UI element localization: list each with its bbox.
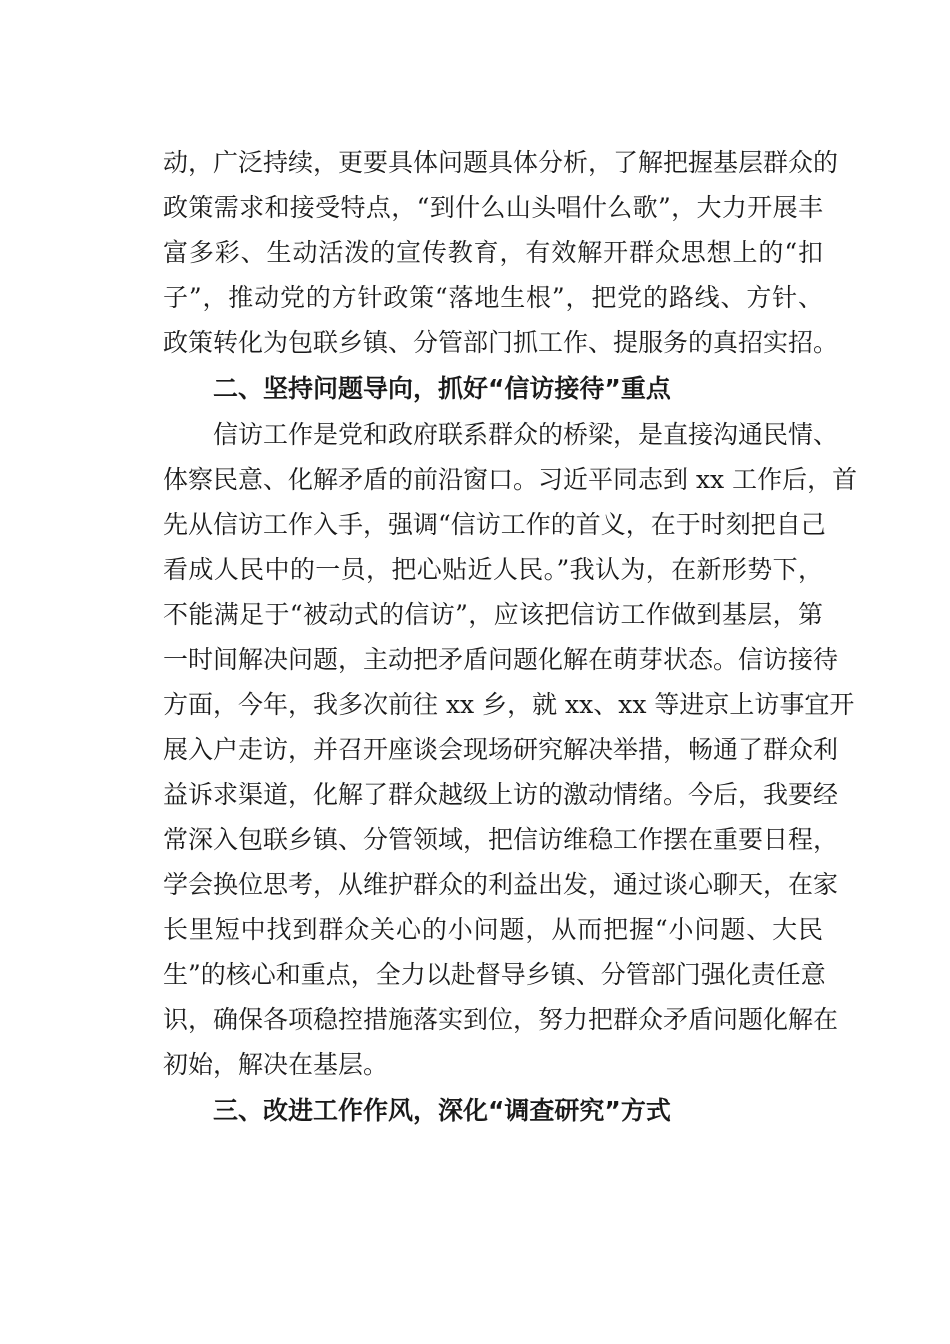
paragraph-line: 识，确保各项稳控措施落实到位，努力把群众矛盾问题化解在 [163, 1005, 839, 1034]
paragraph-line: 一时间解决问题，主动把矛盾问题化解在萌芽状态。信访接待 [163, 645, 839, 674]
paragraph-line: 政策需求和接受特点，“到什么山头唱什么歌”，大力开展丰 [163, 193, 823, 222]
paragraph-line: 看成人民中的一员，把心贴近人民。”我认为，在新形势下， [163, 555, 823, 584]
section-heading-3: 三、改进工作作风，深化“调查研究”方式 [213, 1096, 671, 1125]
paragraph-line: 富多彩、生动活泼的宣传教育，有效解开群众思想上的“扣 [163, 238, 823, 267]
paragraph-line: 展入户走访，并召开座谈会现场研究解决举措，畅通了群众利 [163, 735, 839, 764]
paragraph-line: 学会换位思考，从维护群众的利益出发，通过谈心聊天，在家 [163, 870, 839, 899]
paragraph-line: 生”的核心和重点，全力以赴督导乡镇、分管部门强化责任意 [163, 960, 826, 989]
paragraph-line: 益诉求渠道，化解了群众越级上访的激动情绪。今后，我要经 [163, 780, 839, 809]
paragraph-line: 信访工作是党和政府联系群众的桥梁，是直接沟通民情、 [213, 420, 839, 449]
section-heading-2: 二、坚持问题导向，抓好“信访接待”重点 [213, 374, 671, 403]
paragraph-line: 初始，解决在基层。 [163, 1050, 389, 1079]
paragraph-line: 常深入包联乡镇、分管领域，把信访维稳工作摆在重要日程， [163, 825, 839, 854]
paragraph-line: 体察民意、化解矛盾的前沿窗口。习近平同志到 xx 工作后，首 [163, 465, 858, 494]
paragraph-line: 动，广泛持续，更要具体问题具体分析，了解把握基层群众的 [163, 148, 839, 177]
paragraph-line: 方面，今年，我多次前往 xx 乡，就 xx、xx 等进京上访事宜开 [163, 690, 855, 719]
paragraph-line: 政策转化为包联乡镇、分管部门抓工作、提服务的真招实招。 [163, 328, 839, 357]
paragraph-line: 不能满足于“被动式的信访”，应该把信访工作做到基层，第 [163, 600, 823, 629]
paragraph-line: 子”，推动党的方针政策“落地生根”，把党的路线、方针、 [163, 283, 823, 312]
paragraph-line: 长里短中找到群众关心的小问题，从而把握“小问题、大民 [163, 915, 823, 944]
paragraph-line: 先从信访工作入手，强调“信访工作的首义，在于时刻把自己 [163, 510, 826, 539]
